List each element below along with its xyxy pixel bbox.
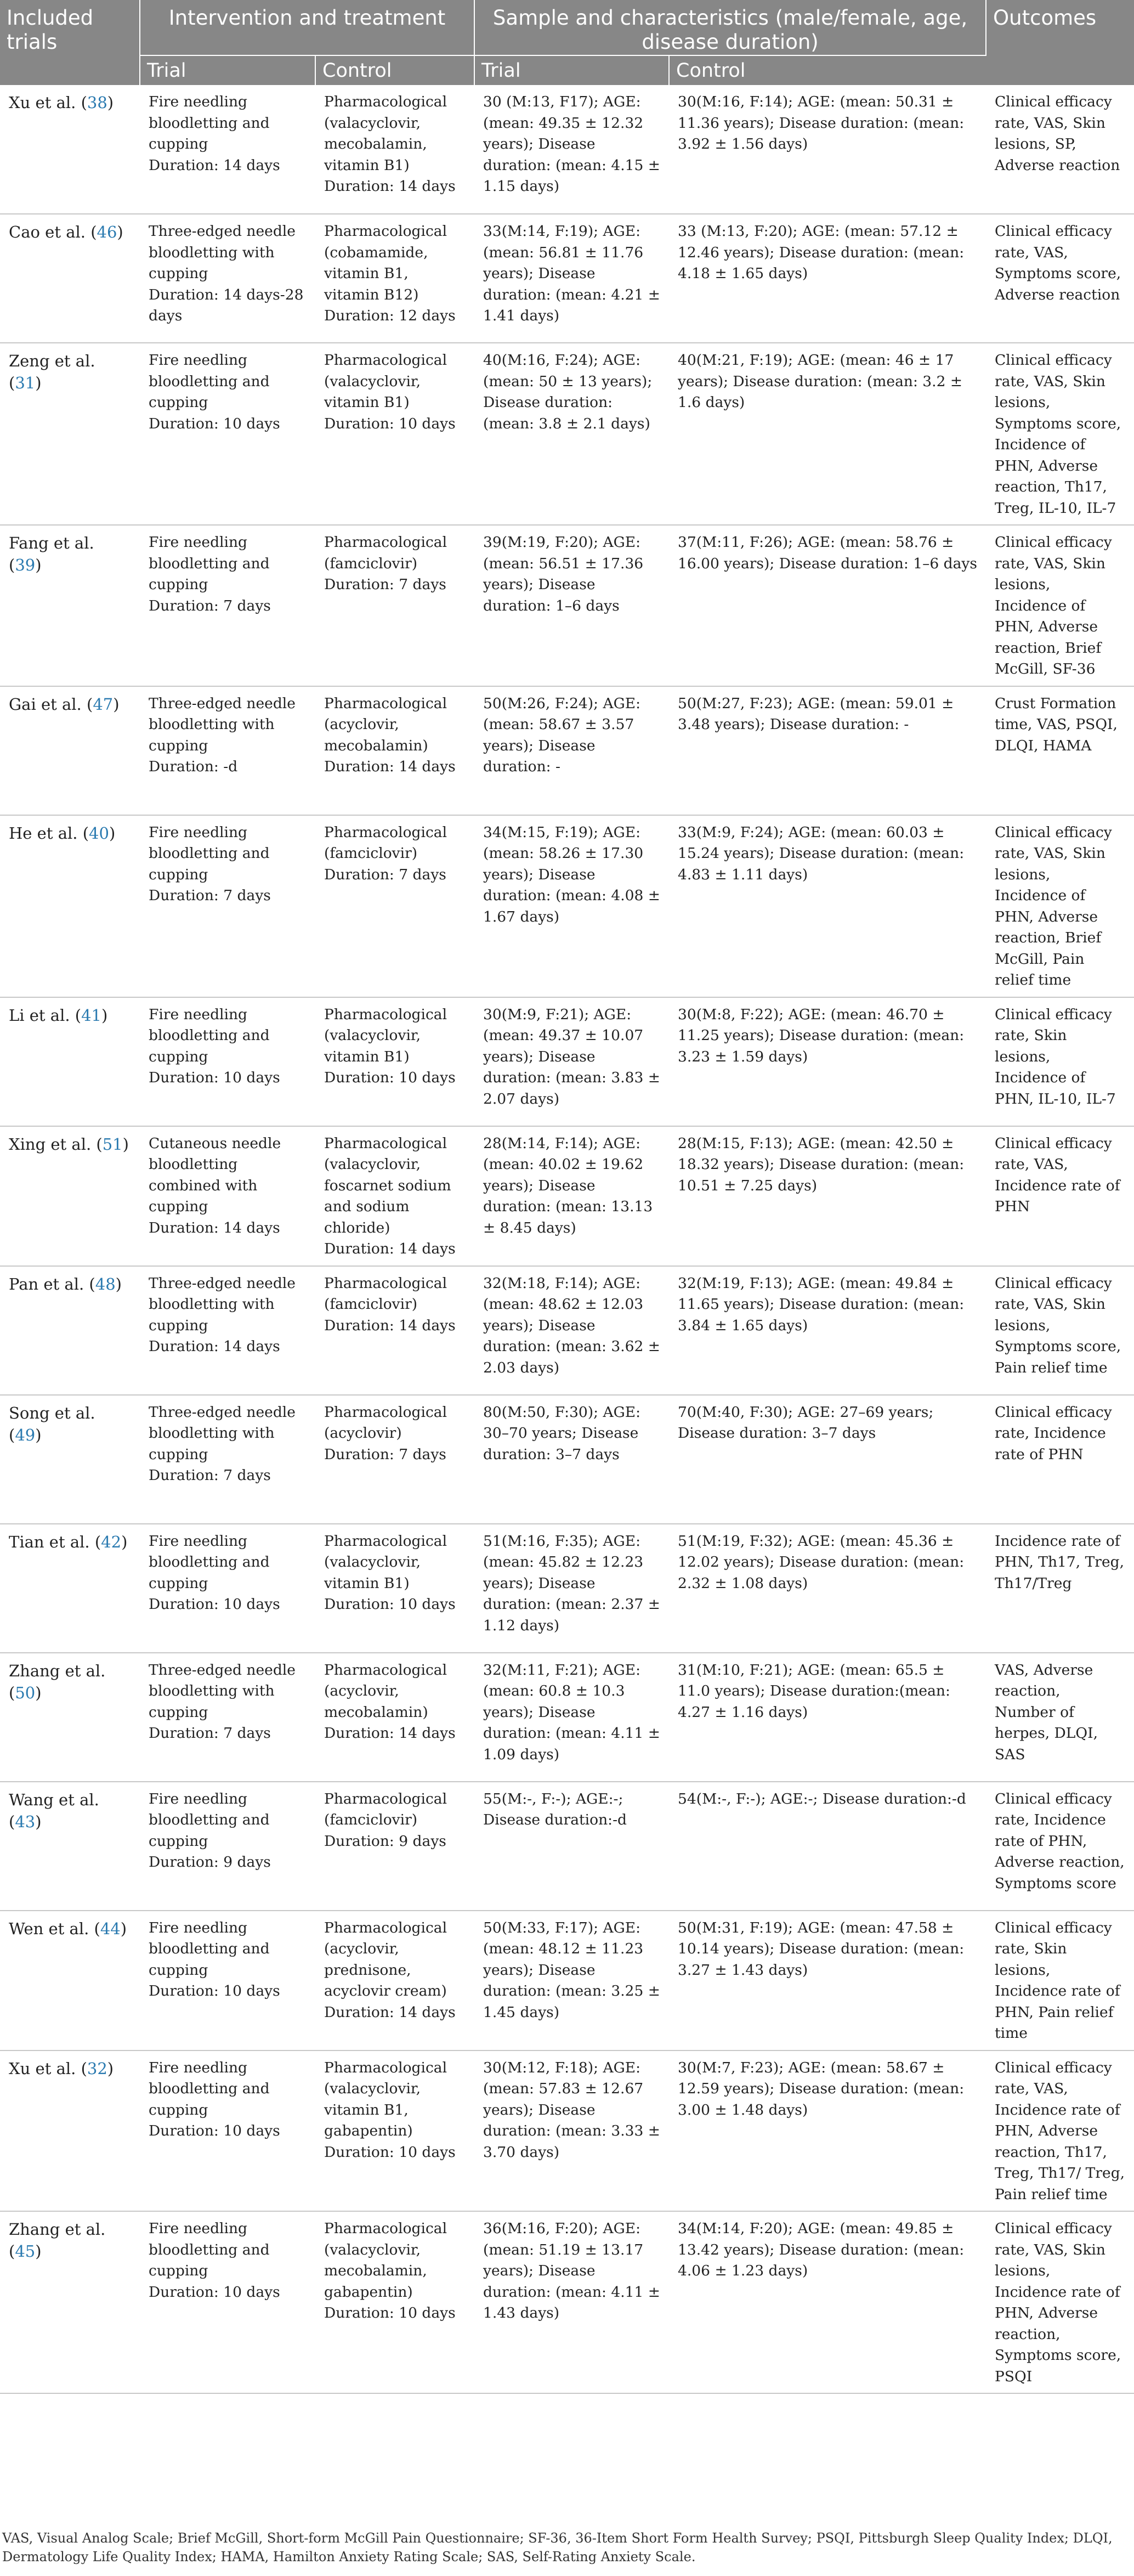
- cell-control-intervention: [315, 525, 474, 686]
- cell-included-trial: [0, 1911, 140, 2050]
- trial-author: Wen et al. (: [9, 1919, 100, 1938]
- cell-trial-intervention-duration: Duration: 14 days-28 days: [149, 286, 304, 324]
- cell-trial-intervention: [140, 525, 315, 686]
- cell-control-intervention: [315, 1524, 474, 1653]
- cell-control-intervention-text: Pharmacological (famciclovir): [324, 1274, 447, 1313]
- cell-control-sample: 51(M:19, F:32); AGE: (mean: 45.36 ± 12.02 years); Disease duration: (mean: 2.32 ± 1.08 days): [669, 1524, 986, 1653]
- cell-outcomes: Clinical efficacy rate, VAS, Skin lesions, SP, Adverse reaction: [986, 85, 1134, 214]
- cell-control-intervention: [315, 343, 474, 525]
- cell-included-trial: [0, 85, 140, 214]
- cell-trial-intervention-text: Fire needling bloodletting and cupping: [149, 1532, 270, 1592]
- cell-control-intervention: [315, 85, 474, 214]
- cell-included-trial: [0, 1782, 140, 1911]
- cell-trial-intervention: [140, 343, 315, 525]
- cell-control-intervention: [315, 1782, 474, 1911]
- cell-trial-intervention: [140, 1524, 315, 1653]
- cell-control-intervention: [315, 1266, 474, 1395]
- table-header: [0, 0, 1134, 85]
- reference-close: ): [122, 1134, 129, 1154]
- cell-trial-intervention-duration: Duration: 7 days: [149, 1467, 271, 1484]
- reference-link[interactable]: 44: [100, 1919, 121, 1938]
- reference-close: ): [35, 1812, 42, 1831]
- cell-trial-sample: 80(M:50, F:30); AGE: 30–70 years; Disease duration: 3–7 days: [474, 1395, 669, 1524]
- reference-link[interactable]: 42: [101, 1532, 122, 1551]
- cell-control-intervention: [315, 1395, 474, 1524]
- cell-trial-sample: 51(M:16, F:35); AGE: (mean: 45.82 ± 12.23 years); Disease duration: (mean: 2.37 ± 1.12 days): [474, 1524, 669, 1653]
- cell-control-intervention-text: Pharmacological (valacyclovir, mecobalamin, gabapentin): [324, 2220, 447, 2301]
- cell-trial-intervention: [140, 1395, 315, 1524]
- reference-link[interactable]: 51: [102, 1134, 123, 1154]
- cell-control-intervention-text: Pharmacological (acyclovir, mecobalamin): [324, 694, 447, 754]
- cell-control-intervention-text: Pharmacological (valacyclovir, vitamin B1): [324, 352, 447, 411]
- cell-trial-intervention-text: Fire needling bloodletting and cupping: [149, 823, 270, 883]
- cell-trial-intervention-text: Three-edged needle bloodletting with cupping: [149, 694, 296, 754]
- cell-included-trial: [0, 1653, 140, 1782]
- cell-control-intervention-text: Pharmacological (cobamamide, vitamin B1, vitamin B12): [324, 223, 447, 303]
- cell-trial-intervention-duration: Duration: 10 days: [149, 1596, 280, 1613]
- reference-link[interactable]: 40: [89, 823, 109, 843]
- cell-trial-sample: 55(M:-, F:-); AGE:-; Disease duration:-d: [474, 1782, 669, 1911]
- reference-close: ): [120, 1919, 127, 1938]
- cell-control-intervention: [315, 2211, 474, 2393]
- cell-control-intervention-duration: Duration: 10 days: [324, 1069, 456, 1086]
- cell-trial-intervention: [140, 1653, 315, 1782]
- cell-included-trial: [0, 2050, 140, 2212]
- table-row: [0, 2211, 1134, 2393]
- cell-control-intervention: [315, 997, 474, 1126]
- cell-control-sample: 40(M:21, F:19); AGE: (mean: 46 ± 17 years); Disease duration: (mean: 3.2 ± 1.6 days): [669, 343, 986, 525]
- cell-trial-sample: 32(M:18, F:14); AGE: (mean: 48.62 ± 12.03 years); Disease duration: (mean: 3.62 ± 2.03 days): [474, 1266, 669, 1395]
- reference-link[interactable]: 45: [15, 2242, 36, 2261]
- reference-link[interactable]: 43: [15, 1812, 36, 1831]
- cell-control-intervention-text: Pharmacological (famciclovir): [324, 823, 447, 862]
- trial-author: He et al. (: [9, 823, 89, 843]
- cell-outcomes: Clinical efficacy rate, VAS, Skin lesions, Incidence of PHN, Adverse reaction, Brief McGill, SF-36: [986, 525, 1134, 686]
- cell-trial-intervention-text: Fire needling bloodletting and cupping: [149, 534, 270, 593]
- header-included-trials: Included trials: [0, 0, 140, 85]
- cell-control-intervention-duration: Duration: 14 days: [324, 1240, 456, 1257]
- cell-trial-intervention-text: Fire needling bloodletting and cupping: [149, 93, 270, 152]
- cell-trial-intervention-duration: Duration: 14 days: [149, 1219, 280, 1236]
- cell-trial-sample: 33(M:14, F:19); AGE: (mean: 56.81 ± 11.76 years); Disease duration: (mean: 4.21 ± 1.41 days): [474, 214, 669, 343]
- cell-control-sample: 33 (M:13, F:20); AGE: (mean: 57.12 ± 12.46 years); Disease duration: (mean: 4.18 ± 1.65 days): [669, 214, 986, 343]
- cell-trial-intervention: [140, 1126, 315, 1266]
- cell-control-intervention-text: Pharmacological (valacyclovir, vitamin B1): [324, 1532, 447, 1592]
- cell-trial-sample: 39(M:19, F:20); AGE: (mean: 56.51 ± 17.36 years); Disease duration: 1–6 days: [474, 525, 669, 686]
- cell-control-intervention: [315, 1126, 474, 1266]
- cell-trial-intervention-duration: Duration: 7 days: [149, 1725, 271, 1742]
- trial-author: Zeng et al. (: [9, 352, 95, 392]
- table-row: [0, 1653, 1134, 1782]
- reference-link[interactable]: 39: [15, 556, 36, 574]
- cell-outcomes: Clinical efficacy rate, VAS, Skin lesions, Incidence rate of PHN, Adverse reaction, Symptoms score, PSQI: [986, 2211, 1134, 2393]
- cell-control-intervention-duration: Duration: 14 days: [324, 178, 456, 195]
- reference-close: ): [109, 823, 116, 843]
- cell-outcomes: Clinical efficacy rate, VAS, Skin lesions, Symptoms score, Incidence of PHN, Adverse reaction, Th17, Treg, IL-10, IL-7: [986, 343, 1134, 525]
- cell-control-intervention-duration: Duration: 12 days: [324, 307, 456, 324]
- cell-control-intervention-text: Pharmacological (valacyclovir, vitamin B1): [324, 1005, 447, 1065]
- cell-trial-intervention-duration: Duration: 10 days: [149, 415, 280, 432]
- trial-author: Song et al. (: [9, 1403, 95, 1444]
- reference-close: ): [115, 1274, 122, 1293]
- reference-close: ): [35, 556, 42, 574]
- cell-trial-intervention: [140, 214, 315, 343]
- cell-control-intervention-duration: Duration: 7 days: [324, 1445, 446, 1463]
- cell-trial-intervention: [140, 85, 315, 214]
- trial-author: Li et al. (: [9, 1005, 82, 1025]
- cell-trial-sample: 28(M:14, F:14); AGE: (mean: 40.02 ± 19.62 years); Disease duration: (mean: 13.13 ± 8.45 days): [474, 1126, 669, 1266]
- reference-close: ): [35, 374, 42, 392]
- cell-control-sample: 28(M:15, F:13); AGE: (mean: 42.50 ± 18.32 years); Disease duration: (mean: 10.51 ± 7.25 days): [669, 1126, 986, 1266]
- cell-trial-intervention-duration: Duration: 14 days: [149, 156, 280, 174]
- cell-control-sample: 30(M:16, F:14); AGE: (mean: 50.31 ± 11.36 years); Disease duration: (mean: 3.92 ± 1.56 days): [669, 85, 986, 214]
- table-row: [0, 2050, 1134, 2212]
- reference-close: ): [35, 1683, 42, 1702]
- cell-trial-intervention-text: Fire needling bloodletting and cupping: [149, 1005, 270, 1065]
- cell-included-trial: [0, 1524, 140, 1653]
- cell-control-sample: 31(M:10, F:21); AGE: (mean: 65.5 ± 11.0 years); Disease duration:(mean: 4.27 ± 1.16 days): [669, 1653, 986, 1782]
- reference-close: ): [35, 2242, 42, 2261]
- trial-author: Cao et al. (: [9, 223, 97, 241]
- cell-control-intervention-duration: Duration: 10 days: [324, 2304, 456, 2321]
- reference-close: ): [35, 1425, 42, 1444]
- reference-close: ): [107, 93, 114, 112]
- cell-trial-intervention-text: Three-edged needle bloodletting with cupping: [149, 1403, 296, 1463]
- trial-author: Xing et al. (: [9, 1134, 103, 1154]
- cell-control-intervention-duration: Duration: 9 days: [324, 1832, 446, 1850]
- subheader-sample-control: Control: [669, 55, 986, 85]
- cell-trial-intervention-duration: Duration: 7 days: [149, 887, 271, 904]
- cell-trial-intervention: [140, 1266, 315, 1395]
- table-body: [0, 85, 1134, 2393]
- cell-control-intervention-duration: Duration: 14 days: [324, 1317, 456, 1334]
- header-intervention-group: Intervention and treatment: [140, 0, 474, 55]
- header-sample-group: Sample and characteristics (male/female, age, disease duration): [474, 0, 986, 55]
- cell-trial-sample: 30(M:12, F:18); AGE: (mean: 57.83 ± 12.67 years); Disease duration: (mean: 3.33 ± 3.70 days): [474, 2050, 669, 2212]
- cell-trial-intervention-duration: Duration: 10 days: [149, 2122, 280, 2139]
- cell-control-intervention-text: Pharmacological (valacyclovir, foscarnet sodium and sodium chloride): [324, 1134, 451, 1236]
- table-row: [0, 1266, 1134, 1395]
- cell-trial-intervention-text: Fire needling bloodletting and cupping: [149, 1790, 270, 1850]
- cell-included-trial: [0, 997, 140, 1126]
- table-row: [0, 1395, 1134, 1524]
- table-row: [0, 997, 1134, 1126]
- reference-link[interactable]: 31: [15, 374, 36, 392]
- cell-trial-intervention-text: Three-edged needle bloodletting with cupping: [149, 223, 296, 282]
- cell-outcomes: VAS, Adverse reaction, Number of herpes, DLQI, SAS: [986, 1653, 1134, 1782]
- reference-link[interactable]: 50: [15, 1683, 36, 1702]
- subheader-intervention-trial: Trial: [140, 55, 315, 85]
- cell-control-intervention-duration: Duration: 14 days: [324, 758, 456, 775]
- reference-link[interactable]: 47: [93, 694, 114, 714]
- cell-trial-intervention: [140, 997, 315, 1126]
- cell-outcomes: Clinical efficacy rate, Incidence rate of PHN, Adverse reaction, Symptoms score: [986, 1782, 1134, 1911]
- cell-control-intervention: [315, 2050, 474, 2212]
- cell-control-sample: 30(M:7, F:23); AGE: (mean: 58.67 ± 12.59 years); Disease duration: (mean: 3.00 ± 1.48 days): [669, 2050, 986, 2212]
- cell-control-intervention: [315, 815, 474, 997]
- cell-included-trial: [0, 686, 140, 815]
- cell-control-intervention-text: Pharmacological (famciclovir): [324, 1790, 447, 1828]
- cell-included-trial: [0, 343, 140, 525]
- table-row: [0, 525, 1134, 686]
- cell-control-intervention: [315, 686, 474, 815]
- cell-trial-sample: 50(M:33, F:17); AGE: (mean: 48.12 ± 11.23 years); Disease duration: (mean: 3.25 ± 1.45 days): [474, 1911, 669, 2050]
- cell-included-trial: [0, 2211, 140, 2393]
- cell-control-intervention-text: Pharmacological (acyclovir): [324, 1403, 447, 1442]
- cell-control-sample: 30(M:8, F:22); AGE: (mean: 46.70 ± 11.25 years); Disease duration: (mean: 3.23 ± 1.59 days): [669, 997, 986, 1126]
- cell-control-sample: 54(M:-, F:-); AGE:-; Disease duration:-d: [669, 1782, 986, 1911]
- table-row: [0, 1782, 1134, 1911]
- cell-outcomes: Clinical efficacy rate, VAS, Skin lesions, Incidence of PHN, Adverse reaction, Brief McGill, Pain relief time: [986, 815, 1134, 997]
- cell-trial-intervention-text: Cutaneous needle bloodletting combined with cupping: [149, 1134, 281, 1215]
- cell-trial-sample: 32(M:11, F:21); AGE: (mean: 60.8 ± 10.3 years); Disease duration: (mean: 4.11 ± 1.09 days): [474, 1653, 669, 1782]
- subheader-sample-trial: Trial: [474, 55, 669, 85]
- table-row: [0, 343, 1134, 525]
- cell-control-sample: 32(M:19, F:13); AGE: (mean: 49.84 ± 11.65 years); Disease duration: (mean: 3.84 ± 1.65 days): [669, 1266, 986, 1395]
- cell-control-sample: 34(M:14, F:20); AGE: (mean: 49.85 ± 13.42 years); Disease duration: (mean: 4.06 ± 1.23 days): [669, 2211, 986, 2393]
- cell-trial-intervention-duration: Duration: 14 days: [149, 1338, 280, 1355]
- cell-included-trial: [0, 1126, 140, 1266]
- cell-trial-intervention-text: Fire needling bloodletting and cupping: [149, 352, 270, 411]
- cell-trial-sample: 30 (M:13, F17); AGE: (mean: 49.35 ± 12.32 years); Disease duration: (mean: 4.15 ± 1.15 days): [474, 85, 669, 214]
- cell-trial-sample: 34(M:15, F:19); AGE: (mean: 58.26 ± 17.30 years); Disease duration: (mean: 4.08 ± 1.67 days): [474, 815, 669, 997]
- cell-trial-intervention: [140, 1911, 315, 2050]
- cell-control-intervention-duration: Duration: 7 days: [324, 576, 446, 593]
- cell-control-sample: 37(M:11, F:26); AGE: (mean: 58.76 ± 16.00 years); Disease duration: 1–6 days: [669, 525, 986, 686]
- cell-control-intervention-text: Pharmacological (famciclovir): [324, 534, 447, 572]
- cell-control-intervention-text: Pharmacological (valacyclovir, mecobalamin, vitamin B1): [324, 93, 447, 174]
- reference-link[interactable]: 48: [95, 1274, 116, 1293]
- cell-control-intervention: [315, 1911, 474, 2050]
- cell-outcomes: Incidence rate of PHN, Th17, Treg, Th17/Treg: [986, 1524, 1134, 1653]
- cell-trial-intervention-text: Three-edged needle bloodletting with cupping: [149, 1274, 296, 1334]
- cell-control-sample: 50(M:31, F:19); AGE: (mean: 47.58 ± 10.14 years); Disease duration: (mean: 3.27 ± 1.43 days): [669, 1911, 986, 2050]
- reference-close: ): [101, 1005, 108, 1025]
- cell-outcomes: Clinical efficacy rate, Skin lesions, Incidence rate of PHN, Pain relief time: [986, 1911, 1134, 2050]
- cell-outcomes: Clinical efficacy rate, VAS, Incidence rate of PHN: [986, 1126, 1134, 1266]
- table-row: [0, 85, 1134, 214]
- reference-close: ): [113, 694, 120, 714]
- cell-trial-intervention: [140, 2050, 315, 2212]
- cell-control-intervention-text: Pharmacological (valacyclovir, vitamin B1, gabapentin): [324, 2059, 447, 2139]
- trial-author: Zhang et al. (: [9, 1661, 106, 1702]
- table-row: [0, 214, 1134, 343]
- reference-link[interactable]: 41: [81, 1005, 102, 1025]
- trial-author: Gai et al. (: [9, 694, 93, 714]
- trial-author: Xu et al. (: [9, 2059, 87, 2078]
- cell-included-trial: [0, 815, 140, 997]
- cell-outcomes: Clinical efficacy rate, VAS, Incidence rate of PHN, Adverse reaction, Th17, Treg, Th17/ Treg, Pain relief time: [986, 2050, 1134, 2212]
- reference-close: ): [107, 2059, 114, 2078]
- cell-control-intervention-duration: Duration: 14 days: [324, 2003, 456, 2021]
- table-row: [0, 1524, 1134, 1653]
- trial-author: Zhang et al. (: [9, 2220, 106, 2261]
- trial-author: Fang et al. (: [9, 534, 94, 574]
- reference-close: ): [121, 1532, 128, 1551]
- cell-control-intervention-duration: Duration: 7 days: [324, 866, 446, 883]
- cell-trial-sample: 36(M:16, F:20); AGE: (mean: 51.19 ± 13.17 years); Disease duration: (mean: 4.11 ± 1.43 days): [474, 2211, 669, 2393]
- cell-trial-intervention-duration: Duration: 10 days: [149, 1069, 280, 1086]
- cell-included-trial: [0, 1395, 140, 1524]
- cell-trial-intervention: [140, 2211, 315, 2393]
- cell-trial-sample: 30(M:9, F:21); AGE: (mean: 49.37 ± 10.07 years); Disease duration: (mean: 3.83 ± 2.07 days): [474, 997, 669, 1126]
- cell-control-sample: 70(M:40, F:30); AGE: 27–69 years; Disease duration: 3–7 days: [669, 1395, 986, 1524]
- cell-control-intervention-duration: Duration: 10 days: [324, 2143, 456, 2161]
- subheader-intervention-control: Control: [315, 55, 474, 85]
- cell-control-intervention: [315, 1653, 474, 1782]
- cell-trial-intervention-text: Fire needling bloodletting and cupping: [149, 1919, 270, 1979]
- cell-outcomes: Clinical efficacy rate, VAS, Symptoms score, Adverse reaction: [986, 214, 1134, 343]
- cell-trial-intervention-duration: Duration: 10 days: [149, 1982, 280, 1999]
- table-row: [0, 1126, 1134, 1266]
- cell-control-intervention-duration: Duration: 10 days: [324, 415, 456, 432]
- cell-trial-intervention-text: Three-edged needle bloodletting with cupping: [149, 1661, 296, 1721]
- cell-trial-intervention: [140, 686, 315, 815]
- reference-link[interactable]: 32: [87, 2059, 107, 2078]
- cell-trial-sample: 50(M:26, F:24); AGE: (mean: 58.67 ± 3.57 years); Disease duration: -: [474, 686, 669, 815]
- cell-control-intervention-duration: Duration: 10 days: [324, 1596, 456, 1613]
- cell-trial-intervention: [140, 815, 315, 997]
- header-outcomes: Outcomes: [986, 0, 1134, 85]
- cell-trial-intervention-duration: Duration: 7 days: [149, 597, 271, 614]
- reference-link[interactable]: 38: [87, 93, 107, 112]
- cell-outcomes: Crust Formation time, VAS, PSQI, DLQI, HAMA: [986, 686, 1134, 815]
- cell-outcomes: Clinical efficacy rate, Skin lesions, Incidence of PHN, IL-10, IL-7: [986, 997, 1134, 1126]
- trial-author: Wang et al. (: [9, 1790, 99, 1831]
- cell-control-sample: 50(M:27, F:23); AGE: (mean: 59.01 ± 3.48 years); Disease duration: -: [669, 686, 986, 815]
- cell-control-intervention-text: Pharmacological (acyclovir, prednisone, acyclovir cream): [324, 1919, 447, 1999]
- cell-trial-intervention-duration: Duration: 10 days: [149, 2283, 280, 2301]
- cell-trial-intervention-text: Fire needling bloodletting and cupping: [149, 2220, 270, 2279]
- cell-trial-sample: 40(M:16, F:24); AGE: (mean: 50 ± 13 years); Disease duration: (mean: 3.8 ± 2.1 days): [474, 343, 669, 525]
- trial-author: Xu et al. (: [9, 93, 87, 112]
- cell-control-intervention: [315, 214, 474, 343]
- trial-author: Pan et al. (: [9, 1274, 95, 1293]
- cell-trial-intervention: [140, 1782, 315, 1911]
- reference-close: ): [117, 223, 123, 241]
- reference-link[interactable]: 46: [97, 223, 117, 241]
- cell-included-trial: [0, 214, 140, 343]
- cell-trial-intervention-text: Fire needling bloodletting and cupping: [149, 2059, 270, 2119]
- cell-included-trial: [0, 525, 140, 686]
- cell-trial-intervention-duration: Duration: 9 days: [149, 1854, 271, 1871]
- table-row: [0, 815, 1134, 997]
- table-row: [0, 1911, 1134, 2050]
- table-row: [0, 686, 1134, 815]
- trial-author: Tian et al. (: [9, 1532, 101, 1551]
- reference-link[interactable]: 49: [15, 1425, 36, 1444]
- cell-control-intervention-text: Pharmacological (acyclovir, mecobalamin): [324, 1661, 447, 1721]
- cell-outcomes: Clinical efficacy rate, VAS, Skin lesions, Symptoms score, Pain relief time: [986, 1266, 1134, 1395]
- cell-included-trial: [0, 1266, 140, 1395]
- cell-control-sample: 33(M:9, F:24); AGE: (mean: 60.03 ± 15.24 years); Disease duration: (mean: 4.83 ± 1.11 days): [669, 815, 986, 997]
- cell-outcomes: Clinical efficacy rate, Incidence rate of PHN: [986, 1395, 1134, 1524]
- table-footnote: VAS, Visual Analog Scale; Brief McGill, Short-form McGill Pain Questionnaire; SF-36, 36-Item Short Form Health Survey; PSQI, Pittsburgh Sleep Quality Index; DLQI, Dermatology Life Quality Index; HAMA, Hamilton Anxiety Rating Scale; SAS, Self-Rating Anxiety Scale.: [2, 2530, 1113, 2564]
- cell-trial-intervention-duration: Duration: -d: [149, 758, 238, 775]
- cell-control-intervention-duration: Duration: 14 days: [324, 1725, 456, 1742]
